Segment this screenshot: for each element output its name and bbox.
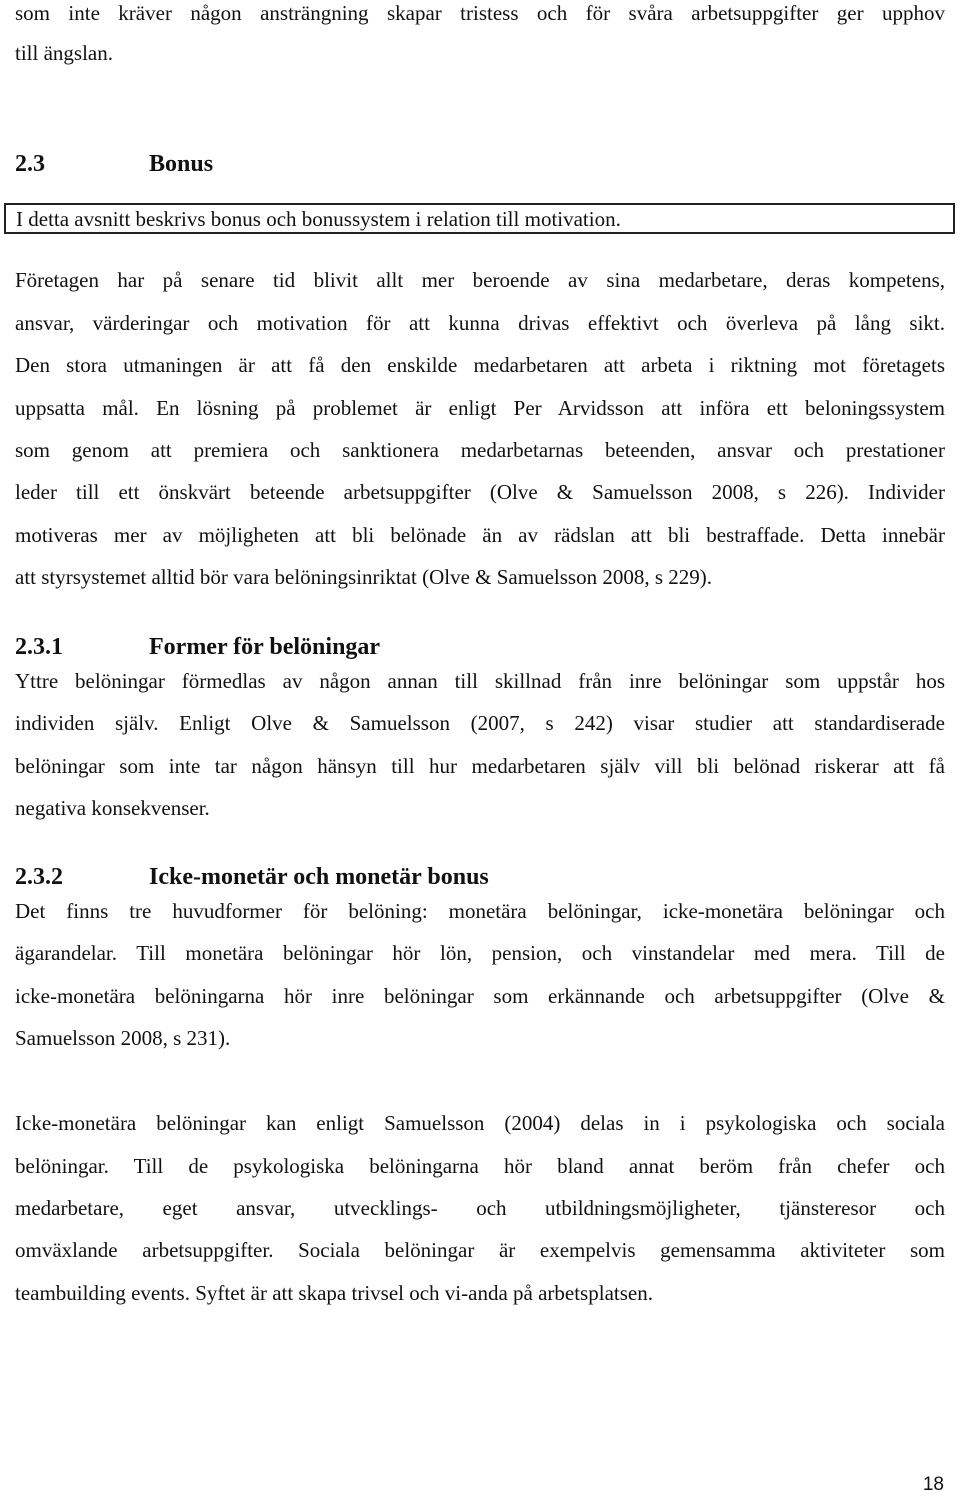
paragraph-line: uppsatta mål. En lösning på problemet är enligt Per Arvidsson att införa ett beloningssystem	[15, 396, 945, 420]
paragraph-line: belöningar. Till de psykologiska belöningarna hör bland annat beröm från chefer och	[15, 1154, 945, 1178]
paragraph-line: Icke-monetära belöningar kan enligt Samuelsson (2004) delas in i psykologiska och sociala	[15, 1111, 945, 1135]
paragraph-line: ansvar, värderingar och motivation för att kunna drivas effektivt och överleva på lång sikt.	[15, 311, 945, 335]
paragraph-line: motiveras mer av möjligheten att bli belönade än av rädslan att bli bestraffade. Detta innebär	[15, 523, 945, 547]
paragraph-line: Samuelsson 2008, s 231).	[15, 1026, 231, 1050]
section-number: 2.3.1	[15, 634, 63, 660]
paragraph-line: Yttre belöningar förmedlas av någon annan till skillnad från inre belöningar som uppstår hos	[15, 669, 945, 693]
section-heading-2-3-2	[15, 862, 489, 892]
section-title: Former för belöningar	[149, 634, 381, 660]
paragraph-line: att styrsystemet alltid bör vara belöningsinriktat (Olve & Samuelsson 2008, s 229).	[15, 565, 712, 589]
intro-line-2: till ängslan.	[15, 41, 113, 65]
section-number: 2.3.2	[15, 864, 63, 890]
paragraph-line: Företagen har på senare tid blivit allt mer beroende av sina medarbetare, deras kompetens,	[15, 268, 945, 292]
paragraph-line: omväxlande arbetsuppgifter. Sociala belöningar är exempelvis gemensamma aktiviteter som	[15, 1238, 945, 1262]
paragraph-line: Det finns tre huvudformer för belöning: monetära belöningar, icke-monetära belöningar och	[15, 899, 945, 923]
paragraph-line: teambuilding events. Syftet är att skapa trivsel och vi-anda på arbetsplatsen.	[15, 1281, 653, 1305]
paragraph-line: icke-monetära belöningarna hör inre belöningar som erkännande och arbetsuppgifter (Olve &	[15, 984, 945, 1008]
section-title: Bonus	[149, 151, 214, 177]
paragraph-line: ägarandelar. Till monetära belöningar hör lön, pension, och vinstandelar med mera. Till de	[15, 941, 945, 965]
page-number: 18	[922, 1474, 944, 1495]
intro-line-1: som inte kräver någon ansträngning skapar tristess och för svåra arbetsuppgifter ger upphov	[15, 1, 945, 25]
paragraph-line: Den stora utmaningen är att få den enskilde medarbetaren att arbeta i riktning mot företagets	[15, 353, 945, 377]
summary-text: I detta avsnitt beskrivs bonus och bonussystem i relation till motivation.	[16, 207, 621, 231]
paragraph-line: individen själv. Enligt Olve & Samuelsson (2007, s 242) visar studier att standardiserade	[15, 711, 945, 735]
paragraph-line: leder till ett önskvärt beteende arbetsuppgifter (Olve & Samuelsson 2008, s 226). Individer	[15, 480, 945, 504]
section-number: 2.3	[15, 151, 45, 177]
summary-box	[4, 203, 955, 234]
paragraph-line: negativa konsekvenser.	[15, 796, 210, 820]
section-heading-2-3-1	[15, 632, 380, 662]
paragraph-line: medarbetare, eget ansvar, utvecklings- och utbildningsmöjligheter, tjänsteresor och	[15, 1196, 945, 1220]
section-title: Icke-monetär och monetär bonus	[149, 864, 489, 890]
paragraph-line: som genom att premiera och sanktionera medarbetarnas beteenden, ansvar och prestationer	[15, 438, 945, 462]
section-heading-2-3	[15, 149, 213, 179]
paragraph-line: belöningar som inte tar någon hänsyn till hur medarbetaren själv vill bli belönad riskerar att få	[15, 754, 945, 778]
